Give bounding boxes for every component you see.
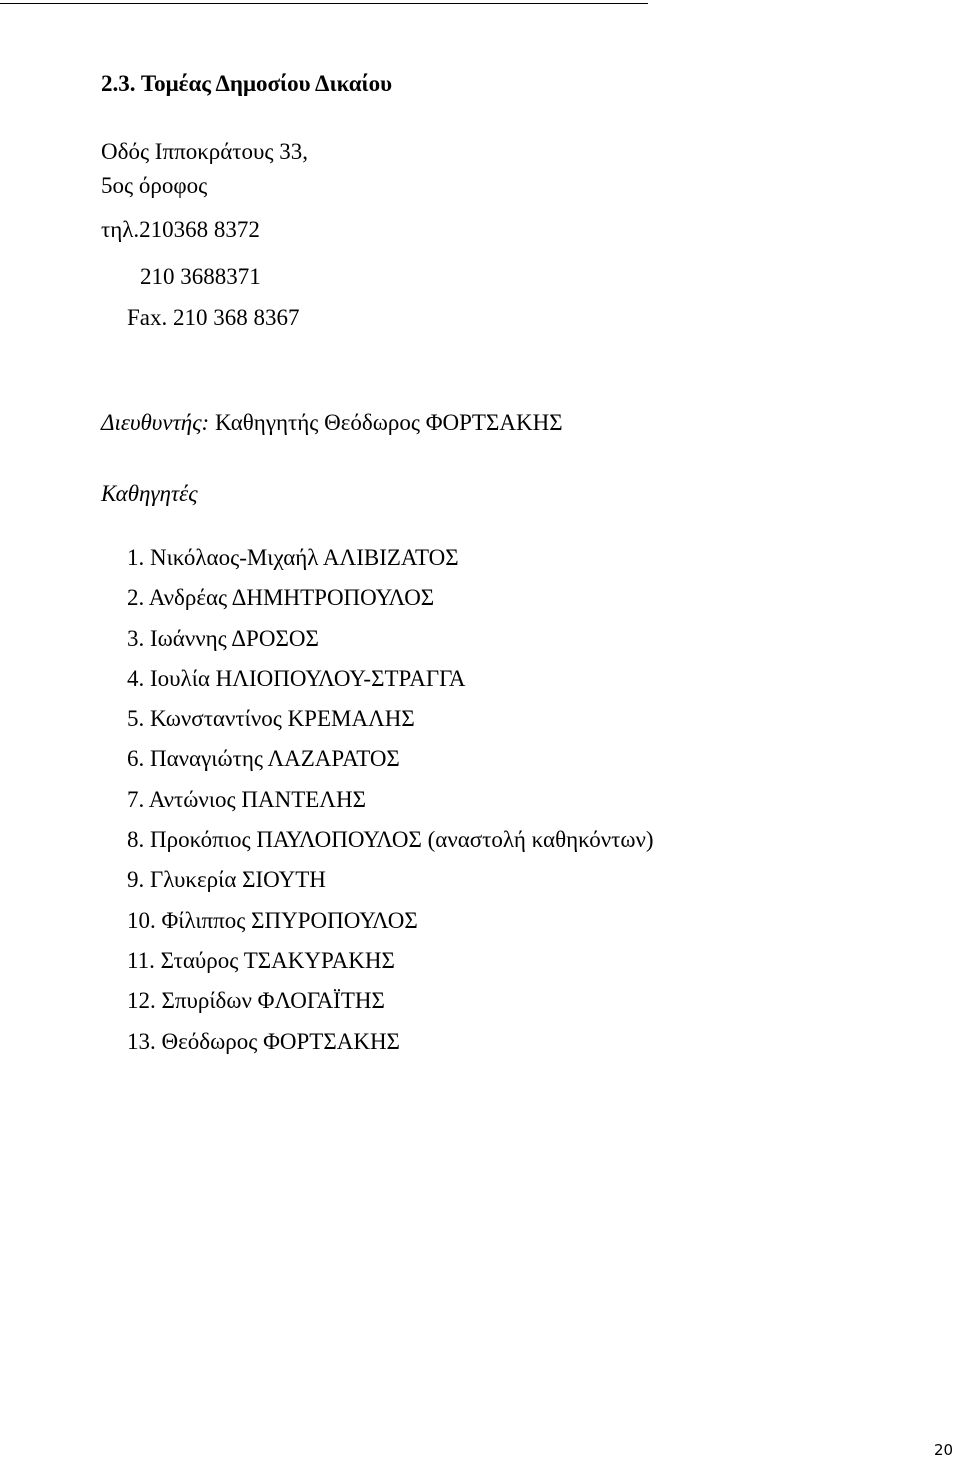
fax-number: Fax. 210 368 8367 bbox=[127, 305, 300, 330]
list-item: 4. Ιουλία ΗΛΙΟΠΟΥΛΟΥ-ΣΤΡΑΓΓΑ bbox=[127, 665, 466, 691]
director-label: Διευθυντής: bbox=[101, 410, 210, 435]
list-item: 13. Θεόδωρος ΦΟΡΤΣΑΚΗΣ bbox=[127, 1028, 400, 1054]
list-item: 6. Παναγιώτης ΛΑΖΑΡΑΤΟΣ bbox=[127, 746, 400, 772]
director-line bbox=[101, 409, 563, 437]
top-rule bbox=[0, 0, 648, 4]
list-item: 2. Ανδρέας ΔΗΜΗΤΡΟΠΟΥΛΟΣ bbox=[127, 585, 435, 611]
address-floor: 5ος όροφος bbox=[101, 173, 208, 198]
phone-primary: τηλ.210368 8372 bbox=[101, 217, 260, 242]
director-name: Καθηγητής Θεόδωρος ΦΟΡΤΣΑΚΗΣ bbox=[214, 410, 563, 435]
address-street: Οδός Ιπποκράτους 33, bbox=[101, 139, 309, 164]
list-item: 10. Φίλιππος ΣΠΥΡΟΠΟΥΛΟΣ bbox=[127, 907, 418, 933]
professors-label: Καθηγητές bbox=[101, 481, 198, 506]
list-item: 12. Σπυρίδων ΦΛΟΓΑΪΤΗΣ bbox=[127, 988, 385, 1014]
list-item: 11. Σταύρος ΤΣΑΚΥΡΑΚΗΣ bbox=[127, 947, 395, 973]
phone-secondary: 210 3688371 bbox=[140, 264, 261, 289]
list-item: 7. Αντώνιος ΠΑΝΤΕΛΗΣ bbox=[127, 786, 366, 812]
list-item: 8. Προκόπιος ΠΑΥΛΟΠΟΥΛΟΣ (αναστολή καθηκόντων) bbox=[127, 827, 654, 853]
list-item: 1. Νικόλαος-Μιχαήλ ΑΛΙΒΙΖΑΤΟΣ bbox=[127, 545, 459, 570]
list-item: 9. Γλυκερία ΣΙΟΥΤΗ bbox=[127, 867, 326, 893]
list-item: 5. Κωνσταντίνος ΚΡΕΜΑΛΗΣ bbox=[127, 706, 415, 732]
list-item: 3. Ιωάννης ΔΡΟΣΟΣ bbox=[127, 625, 319, 651]
professors-list bbox=[127, 538, 654, 1062]
page-number: 20 bbox=[934, 1441, 954, 1459]
section-heading: 2.3. Τομέας Δημοσίου Δικαίου bbox=[101, 71, 393, 96]
